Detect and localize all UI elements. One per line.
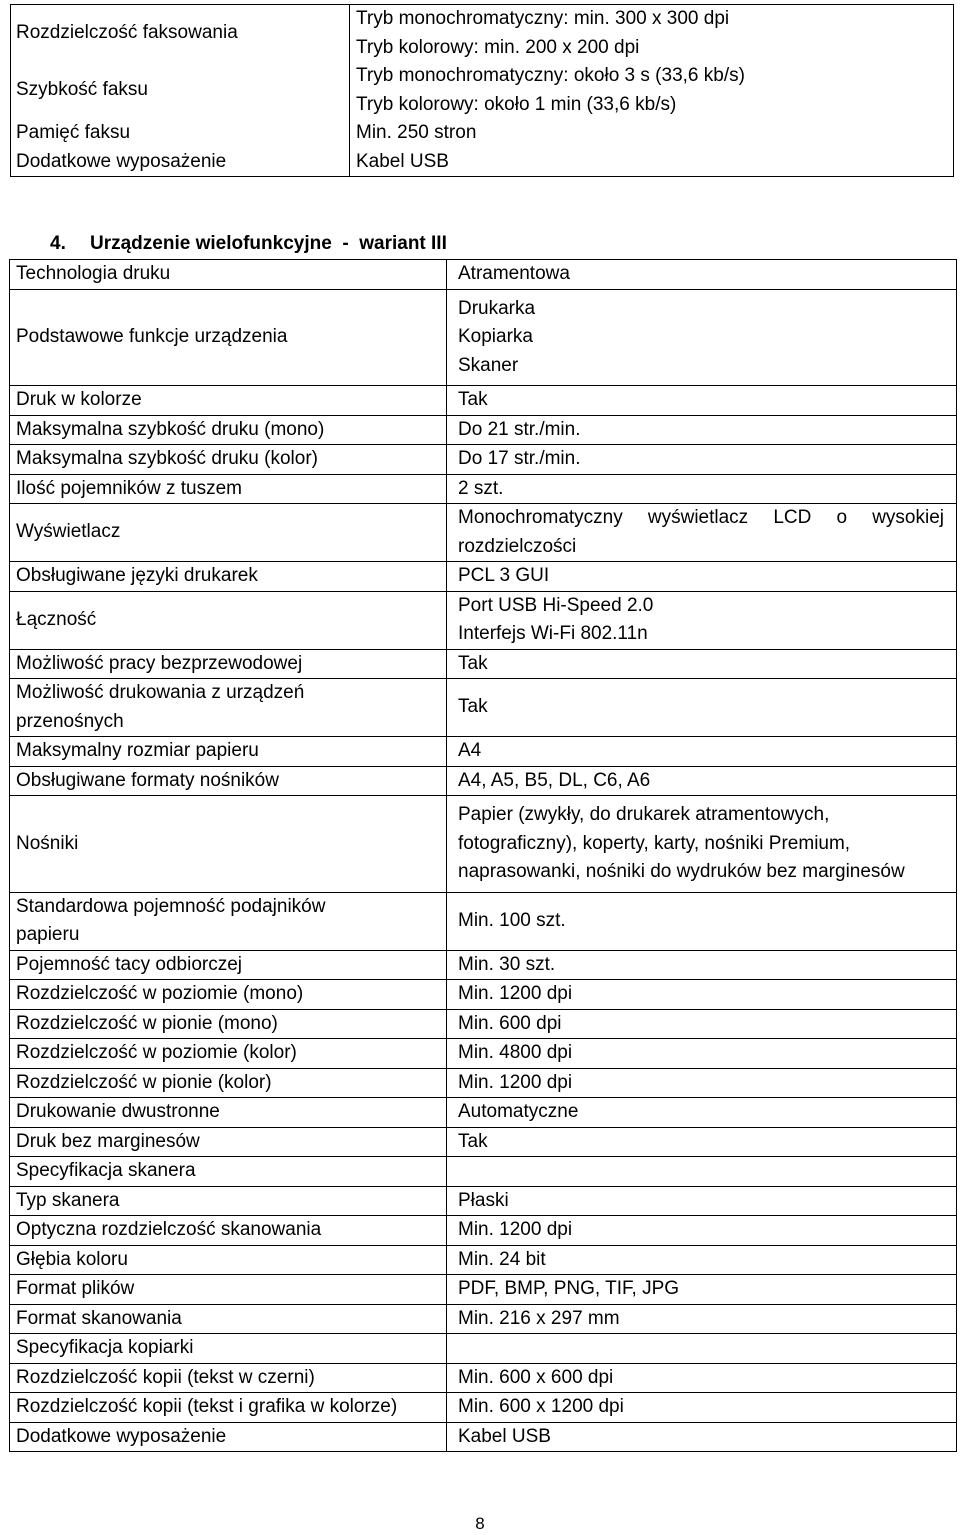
spec-value <box>447 1363 957 1393</box>
table-row <box>10 980 957 1010</box>
table-row <box>10 1039 957 1069</box>
cell-text-line: Interfejs Wi-Fi 802.11n <box>458 623 648 644</box>
cell-text-line: Ilość pojemników z tuszem <box>16 477 242 499</box>
table-row <box>10 766 957 796</box>
spec-value <box>447 1275 957 1305</box>
cell-text-line: Nośniki <box>16 832 79 854</box>
cell-text-line: Min. 250 stron <box>356 122 477 143</box>
cell-text-line: fotograficzny), koperty, karty, nośniki Premium, <box>458 832 851 854</box>
spec-label <box>10 1334 447 1364</box>
spec-value <box>447 1245 957 1275</box>
spec-label <box>10 1304 447 1334</box>
cell-text-line: Tryb kolorowy: około 1 min (33,6 kb/s) <box>356 93 677 115</box>
cell-text-line: Druk w kolorze <box>16 389 142 410</box>
table-row <box>10 1275 957 1305</box>
spec-label <box>10 1422 447 1452</box>
cell-text-line: Min. 1200 dpi <box>458 983 573 1004</box>
cell-text-line: Pojemność tacy odbiorczej <box>16 953 242 975</box>
cell-text-line: Min. 30 szt. <box>458 953 556 975</box>
cell-text-line: Standardowa pojemność podajników <box>16 895 326 917</box>
table-row <box>10 737 957 767</box>
page-number: 8 <box>475 1514 485 1533</box>
cell-text-line: Papier (zwykły, do drukarek atramentowych, <box>458 804 830 825</box>
spec-label <box>10 892 447 950</box>
cell-text-line: Min. 1200 dpi <box>458 1071 573 1093</box>
row-value <box>350 62 954 119</box>
spec-label <box>10 474 447 504</box>
table-row <box>10 1245 957 1275</box>
table-row <box>10 1068 957 1098</box>
fax-spec-table <box>10 4 954 177</box>
table-row <box>10 1157 957 1187</box>
spec-label <box>10 1068 447 1098</box>
table-row <box>11 62 954 119</box>
cell-text-line: Technologia druku <box>16 263 171 284</box>
table-row <box>10 1304 957 1334</box>
spec-label <box>10 1098 447 1128</box>
cell-text-line: Format plików <box>16 1278 135 1299</box>
spec-label <box>10 1275 447 1305</box>
cell-text-line: Min. 4800 dpi <box>458 1042 573 1063</box>
spec-value <box>447 445 957 475</box>
spec-label <box>10 260 447 290</box>
table-row <box>10 1422 957 1452</box>
cell-text-line: Min. 600 x 1200 dpi <box>458 1396 624 1417</box>
table-row <box>10 1186 957 1216</box>
fax-spec-table-body <box>11 5 954 177</box>
spec-value <box>447 679 957 737</box>
cell-text-line: Rozdzielczość w poziomie (kolor) <box>16 1042 297 1063</box>
table-row <box>10 591 957 649</box>
spec-value <box>447 1186 957 1216</box>
spec-value <box>447 1393 957 1423</box>
cell-text-line: Maksymalna szybkość druku (mono) <box>16 418 325 440</box>
cell-text-line: Automatyczne <box>458 1101 579 1122</box>
spec-label <box>10 445 447 475</box>
cell-text-line: Rozdzielczość w pionie (kolor) <box>16 1071 272 1093</box>
cell-text-line: Tryb monochromatyczny: min. 300 x 300 dpi <box>356 8 730 29</box>
table-row <box>10 796 957 893</box>
table-row <box>10 649 957 679</box>
table-row <box>10 1216 957 1246</box>
cell-text-line: Głębia koloru <box>16 1248 128 1270</box>
cell-text-line: Kopiarka <box>458 326 533 347</box>
spec-label <box>10 504 447 562</box>
spec-label <box>10 562 447 592</box>
section-title: Urządzenie wielofunkcyjne - wariant III <box>90 233 447 254</box>
spec-value <box>447 980 957 1010</box>
cell-text-line: Do 17 str./min. <box>458 448 581 469</box>
table-row <box>10 415 957 445</box>
cell-text-line: Min. 600 x 600 dpi <box>458 1366 614 1388</box>
cell-text-line: Druk bez marginesów <box>16 1130 200 1152</box>
spec-label <box>10 1393 447 1423</box>
table-row <box>11 5 954 63</box>
spec-label <box>10 1009 447 1039</box>
table-row <box>10 504 957 562</box>
section-number: 4. <box>50 233 66 254</box>
device-spec-table <box>9 259 957 1452</box>
cell-text-line: Format skanowania <box>16 1307 182 1329</box>
cell-text-line: Tak <box>458 389 488 410</box>
cell-text-line: Rozdzielczość w pionie (mono) <box>16 1012 278 1034</box>
cell-text-line: Tak <box>458 652 488 674</box>
cell-text-line: Tryb monochromatyczny: około 3 s (33,6 kb/s) <box>356 65 745 86</box>
spec-value <box>447 386 957 416</box>
spec-value <box>447 562 957 592</box>
spec-label <box>10 766 447 796</box>
row-label: Szybkość faksu <box>11 62 350 119</box>
spec-label <box>10 415 447 445</box>
table-row <box>10 1127 957 1157</box>
spec-label <box>10 980 447 1010</box>
cell-text-line: przenośnych <box>16 710 124 732</box>
cell-text-line: Obsługiwane formaty nośników <box>16 769 279 791</box>
cell-text-line: Tak <box>458 696 488 718</box>
spec-value <box>447 1127 957 1157</box>
spec-value <box>447 1304 957 1334</box>
table-row <box>10 445 957 475</box>
cell-text-line: Specyfikacja skanera <box>16 1160 196 1181</box>
cell-text-line: Rozdzielczość kopii (tekst i grafika w kolorze) <box>16 1396 398 1417</box>
cell-text-line: Min. 24 bit <box>458 1248 546 1270</box>
cell-text-line: Drukarka <box>458 297 536 319</box>
spec-label <box>10 950 447 980</box>
cell-text-line: Min. 1200 dpi <box>458 1219 573 1240</box>
spec-value <box>447 796 957 893</box>
spec-value <box>447 289 957 386</box>
cell-text-line: Płaski <box>458 1189 509 1211</box>
spec-value <box>447 1039 957 1069</box>
cell-text-line: Min. 600 dpi <box>458 1012 562 1034</box>
spec-label <box>10 1157 447 1187</box>
table-row <box>10 679 957 737</box>
table-row <box>10 260 957 290</box>
table-row <box>10 289 957 386</box>
spec-label <box>10 1216 447 1246</box>
cell-text-line: PCL 3 GUI <box>458 565 550 586</box>
cell-text-line <box>458 1157 944 1186</box>
cell-text-line: papieru <box>16 924 80 945</box>
cell-text-line: A4, A5, B5, DL, C6, A6 <box>458 769 651 791</box>
cell-text-line: Do 21 str./min. <box>458 418 581 440</box>
cell-text-line: Kabel USB <box>458 1425 551 1447</box>
spec-label <box>10 289 447 386</box>
cell-text-line: Rozdzielczość w poziomie (mono) <box>16 983 304 1004</box>
spec-value <box>447 260 957 290</box>
table-row <box>10 1334 957 1364</box>
cell-text-line: Specyfikacja kopiarki <box>16 1337 194 1358</box>
spec-label <box>10 796 447 893</box>
section-heading <box>50 230 447 258</box>
row-value <box>350 148 954 177</box>
spec-value <box>447 766 957 796</box>
spec-value <box>447 1157 957 1187</box>
cell-text-line: Atramentowa <box>458 263 570 284</box>
cell-text-line: Typ skanera <box>16 1189 120 1211</box>
spec-value <box>447 591 957 649</box>
table-row <box>11 119 954 148</box>
cell-text-line: Tak <box>458 1130 488 1152</box>
cell-text-line: Maksymalny rozmiar papieru <box>16 740 259 761</box>
cell-text-line: Łączność <box>16 608 97 630</box>
cell-text-line: Skaner <box>458 354 519 376</box>
cell-text-line <box>458 1334 944 1363</box>
cell-text-line: Wyświetlacz <box>16 521 121 543</box>
cell-text-line: Optyczna rozdzielczość skanowania <box>16 1219 322 1240</box>
cell-text-line: Możliwość pracy bezprzewodowej <box>16 652 303 674</box>
cell-text-line: Tryb kolorowy: min. 200 x 200 dpi <box>356 36 640 58</box>
spec-value <box>447 737 957 767</box>
cell-text-line: A4 <box>458 740 482 761</box>
cell-text-line: Obsługiwane języki drukarek <box>16 565 258 586</box>
cell-text-line: Maksymalna szybkość druku (kolor) <box>16 448 318 469</box>
cell-text-line: Możliwość drukowania z urządzeń <box>16 682 305 703</box>
row-label: Dodatkowe wyposażenie <box>11 148 350 177</box>
cell-text-line: Dodatkowe wyposażenie <box>16 1425 227 1447</box>
table-row <box>10 386 957 416</box>
table-row <box>10 950 957 980</box>
table-row <box>10 892 957 950</box>
device-spec-table-body <box>10 260 957 1452</box>
spec-label <box>10 1127 447 1157</box>
row-label: Rozdzielczość faksowania <box>11 5 350 63</box>
spec-value <box>447 415 957 445</box>
table-row <box>10 1098 957 1128</box>
spec-label <box>10 649 447 679</box>
spec-value <box>447 950 957 980</box>
spec-value <box>447 1009 957 1039</box>
spec-value <box>447 892 957 950</box>
spec-value <box>447 1334 957 1364</box>
spec-value <box>447 649 957 679</box>
spec-label <box>10 1245 447 1275</box>
cell-text-line: Kabel USB <box>356 150 449 172</box>
row-label: Pamięć faksu <box>11 119 350 148</box>
spec-label <box>10 1039 447 1069</box>
cell-text-line: Min. 100 szt. <box>458 909 566 931</box>
table-row <box>10 474 957 504</box>
spec-label <box>10 386 447 416</box>
spec-label <box>10 679 447 737</box>
spec-value: Monochromatyczny wyświetlacz LCD o wysokiej rozdzielczości <box>447 504 957 562</box>
table-row <box>10 1363 957 1393</box>
cell-text-line: Port USB Hi-Speed 2.0 <box>458 594 654 616</box>
spec-label <box>10 737 447 767</box>
table-row <box>10 562 957 592</box>
cell-text-line: PDF, BMP, PNG, TIF, JPG <box>458 1278 680 1299</box>
cell-text-line: Min. 216 x 297 mm <box>458 1307 620 1329</box>
row-value <box>350 119 954 148</box>
cell-text-line: Podstawowe funkcje urządzenia <box>16 326 288 347</box>
spec-label <box>10 591 447 649</box>
spec-value <box>447 474 957 504</box>
cell-text-line: Drukowanie dwustronne <box>16 1101 220 1122</box>
cell-text-line: Rozdzielczość kopii (tekst w czerni) <box>16 1366 315 1388</box>
spec-label <box>10 1186 447 1216</box>
cell-text-line: 2 szt. <box>458 477 504 499</box>
spec-value <box>447 1098 957 1128</box>
table-row <box>11 148 954 177</box>
table-row <box>10 1393 957 1423</box>
row-value <box>350 5 954 63</box>
spec-label <box>10 1363 447 1393</box>
table-row <box>10 1009 957 1039</box>
spec-value <box>447 1422 957 1452</box>
spec-value <box>447 1068 957 1098</box>
spec-value <box>447 1216 957 1246</box>
cell-text-line: naprasowanki, nośniki do wydruków bez marginesów <box>458 861 905 882</box>
